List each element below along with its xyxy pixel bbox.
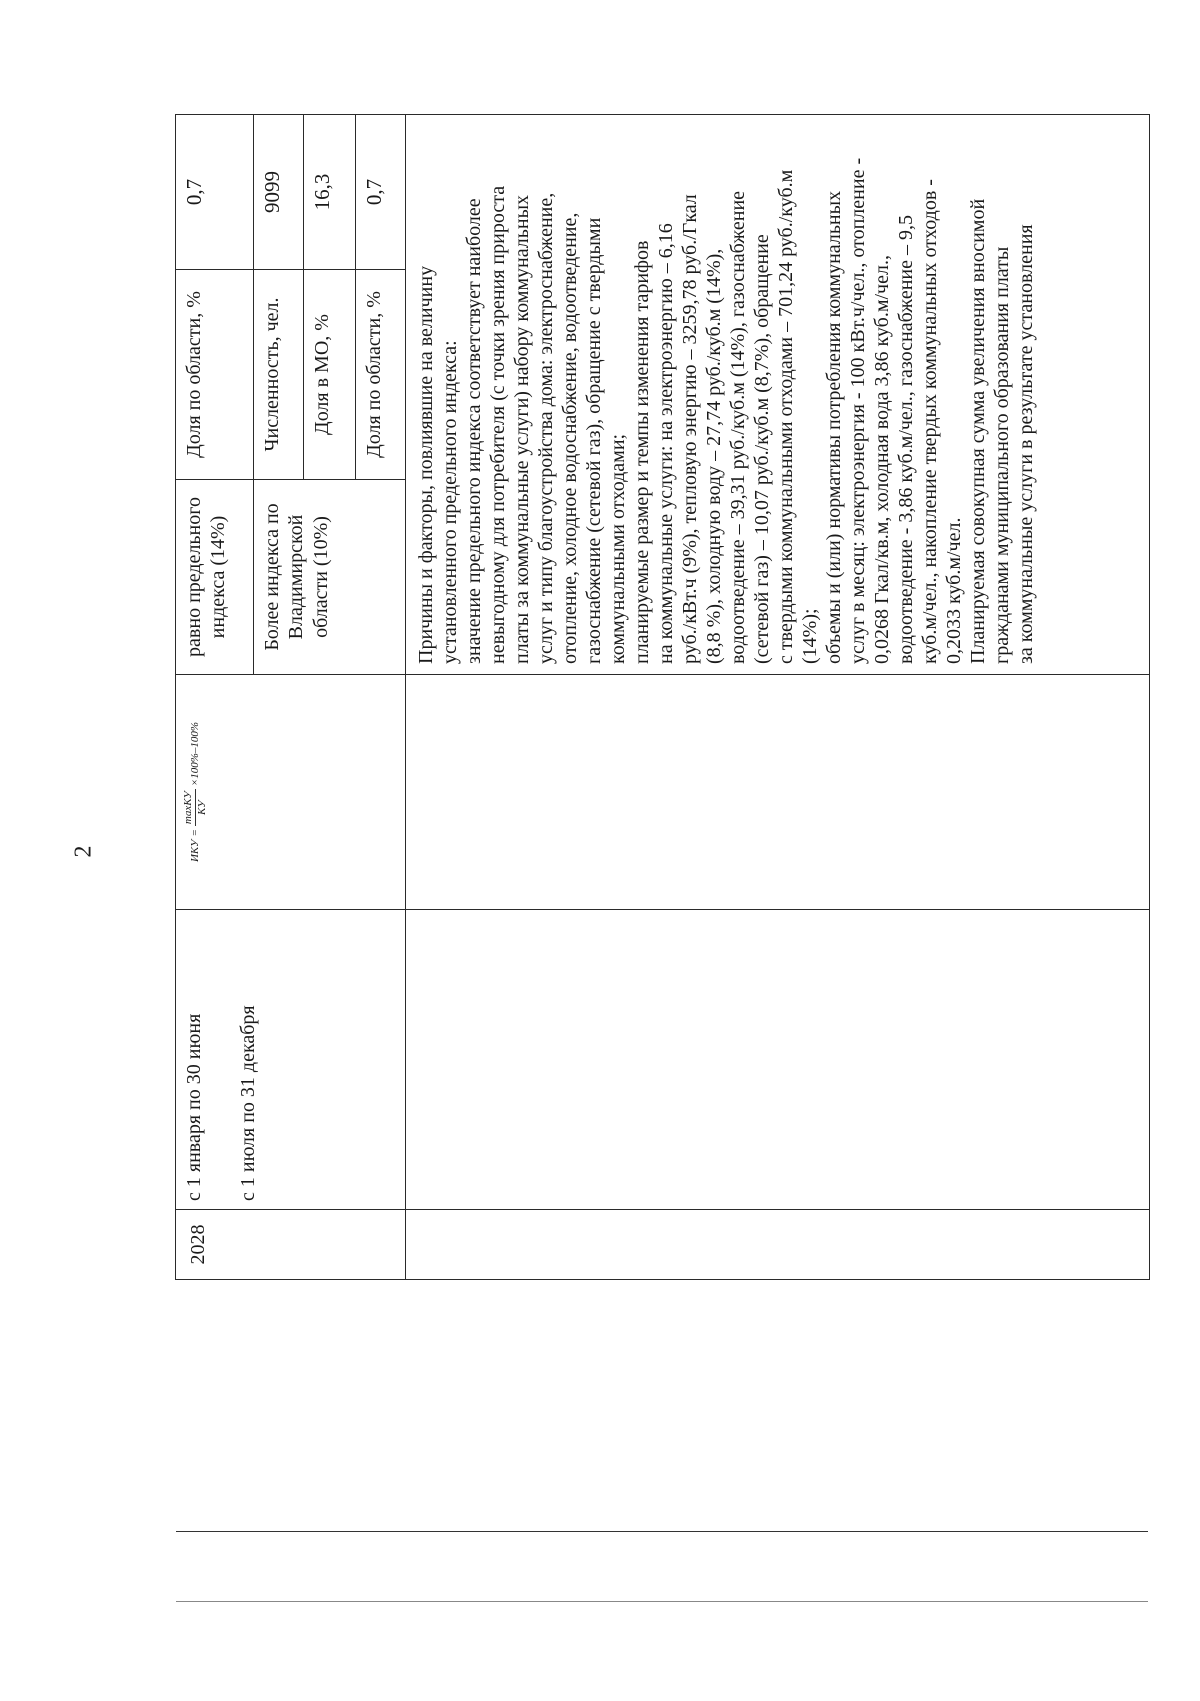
- value-share-mo: 16,3: [304, 115, 356, 270]
- page-number: 2: [70, 845, 97, 858]
- formula-numerator: maxКУ: [182, 789, 196, 826]
- reasons-line: отопление, холодное водоснабжение, водоотведение,: [559, 212, 581, 664]
- rotated-table-container: [175, 115, 1150, 1280]
- equal-label-cell: равно предельного индекса (14%): [176, 480, 254, 675]
- reasons-line: планируемые размер и темпы изменения тарифов: [631, 240, 653, 664]
- reasons-line: Причины и факторы, повлиявшие на величину: [415, 265, 437, 664]
- metric-share-mo: Доля в МО, %: [304, 270, 356, 480]
- value-share-region: 0,7: [356, 115, 406, 270]
- reasons-cell: [406, 115, 1150, 675]
- reasons-line: руб./кВт.ч (9%), тепловую энергию – 3259,78 руб./Гкал: [679, 194, 701, 664]
- reasons-line: 0,0268 Гкал/кв.м, холодная вода 3,86 куб.м/чел.,: [871, 255, 893, 664]
- above-label-cell: Более индекса по Владимирской области (10%): [254, 480, 406, 675]
- reasons-line: услуг в месяц: электроэнергия - 100 кВт.ч/чел., отопление -: [847, 157, 869, 664]
- reasons-line: водоотведение - 3,86 куб.м/чел., газоснабжение – 9,5: [895, 214, 917, 664]
- year-cell: 2028: [176, 1210, 406, 1280]
- metric-share-region: Доля по области, %: [356, 270, 406, 480]
- reasons-text: [414, 125, 1038, 664]
- reasons-line: 0,2033 куб.м/чел.: [943, 517, 965, 664]
- year-empty-cell: [406, 1210, 1150, 1280]
- reasons-line: Планируемая совокупная сумма увеличения вносимой: [967, 198, 989, 664]
- footer-rule-2: [176, 1601, 1148, 1602]
- reasons-line: объемы и (или) нормативы потребления коммунальных: [823, 190, 845, 664]
- reasons-line: (8,8 %), холодную воду – 27,74 руб./куб.м (14%),: [703, 248, 725, 664]
- reasons-line: газоснабжение (сетевой газ), обращение с твердыми: [583, 217, 605, 664]
- formula-empty-cell: [406, 675, 1150, 910]
- equal-value-cell: 0,7: [176, 115, 254, 270]
- formula-denominator: КУ: [196, 800, 209, 815]
- formula-cell: [176, 675, 406, 910]
- reasons-line: на коммунальные услуги: на электроэнергию – 6,16: [655, 223, 677, 664]
- formula-tail: ×100%–100%: [189, 721, 202, 787]
- equal-metric-cell: Доля по области, %: [176, 270, 254, 480]
- reasons-line: невыгодному для потребителя (с точки зрения прироста: [487, 185, 509, 664]
- reasons-line: (сетевой газ) – 10,07 руб./куб.м (8,7%), обращение: [751, 234, 773, 664]
- reasons-line: гражданами муниципального образования платы: [991, 246, 1013, 664]
- reasons-line: услуг и типу благоустройства дома: электроснабжение,: [535, 192, 557, 664]
- footer-rule-1: [176, 1531, 1148, 1532]
- value-population: 9099: [254, 115, 304, 270]
- metric-population: Численность, чел.: [254, 270, 304, 480]
- reasons-line: водоотведение – 39,31 руб./куб.м (14%), газоснабжение: [727, 190, 749, 664]
- reasons-line: платы за коммунальные услуги) набору коммунальных: [511, 194, 533, 664]
- index-table: [175, 114, 1150, 1280]
- formula-lhs: ИКУ: [189, 839, 202, 863]
- periods-empty-cell: [406, 910, 1150, 1210]
- index-formula: ИКУ = maxКУ КУ ×100%–100%: [182, 721, 209, 863]
- reasons-line: за коммунальные услуги в результате установления: [1015, 224, 1037, 664]
- reasons-line: куб.м/чел., накопление твердых коммунальных отходов -: [919, 179, 941, 664]
- period-first: с 1 января по 30 июня: [183, 1013, 205, 1201]
- reasons-line: (14%);: [799, 608, 821, 664]
- reasons-line: коммунальными отходами;: [607, 433, 629, 664]
- period-second: с 1 июля по 31 декабря: [237, 1005, 260, 1201]
- reasons-line: с твердыми коммунальными отходами – 701,24 руб./куб.м: [775, 169, 797, 664]
- periods-cell: [176, 910, 406, 1210]
- reasons-line: значение предельного индекса соответствует наиболее: [463, 198, 485, 664]
- reasons-line: установленного предельного индекса:: [439, 340, 461, 664]
